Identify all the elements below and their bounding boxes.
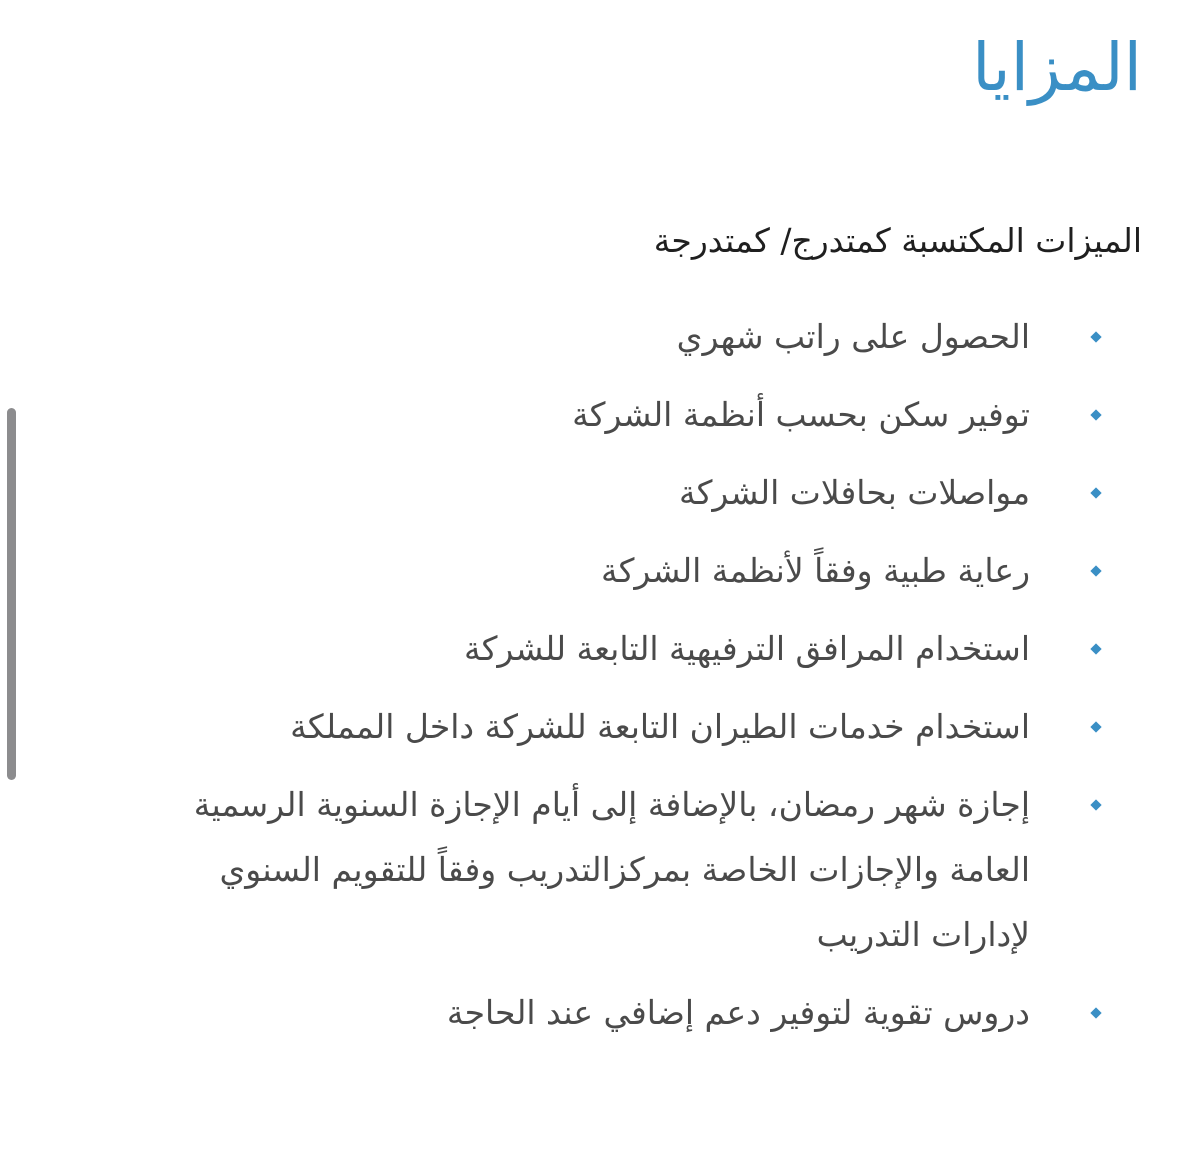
- page-title: المزايا: [972, 29, 1142, 106]
- benefit-text: إجازة شهر رمضان، بالإضافة إلى أيام الإجازة السنوية الرسمية العامة والإجازات الخاصة بمركزالتدريب وفقاً للتقويم السنوي لإدارات التدريب: [193, 785, 1030, 954]
- bullet-icon: [1090, 331, 1101, 342]
- benefit-item: [160, 772, 1100, 967]
- bullet-icon: [1090, 409, 1101, 420]
- benefit-item: [160, 980, 1100, 1045]
- benefit-item: [160, 304, 1100, 369]
- benefit-text: رعاية طبية وفقاً لأنظمة الشركة: [601, 551, 1030, 590]
- bullet-icon: [1090, 721, 1101, 732]
- benefit-text: مواصلات بحافلات الشركة: [679, 473, 1030, 512]
- benefit-item: [160, 460, 1100, 525]
- bullet-icon: [1090, 1007, 1101, 1018]
- vertical-scrollbar[interactable]: [7, 408, 16, 780]
- benefit-item: [160, 694, 1100, 759]
- benefit-item: [160, 616, 1100, 681]
- benefit-item: [160, 538, 1100, 603]
- bullet-icon: [1090, 643, 1101, 654]
- bullet-icon: [1090, 799, 1101, 810]
- bullet-icon: [1090, 487, 1101, 498]
- benefit-text: دروس تقوية لتوفير دعم إضافي عند الحاجة: [446, 993, 1030, 1032]
- benefit-text: استخدام خدمات الطيران التابعة للشركة داخل المملكة: [290, 707, 1030, 746]
- bullet-icon: [1090, 565, 1101, 576]
- benefit-text: استخدام المرافق الترفيهية التابعة للشركة: [464, 629, 1030, 668]
- benefit-item: [160, 382, 1100, 447]
- section-subtitle: الميزات المكتسبة كمتدرج/ كمتدرجة: [653, 221, 1142, 260]
- benefit-text: الحصول على راتب شهري: [676, 317, 1030, 356]
- benefits-list: [160, 304, 1100, 1058]
- benefit-text: توفير سكن بحسب أنظمة الشركة: [572, 395, 1030, 434]
